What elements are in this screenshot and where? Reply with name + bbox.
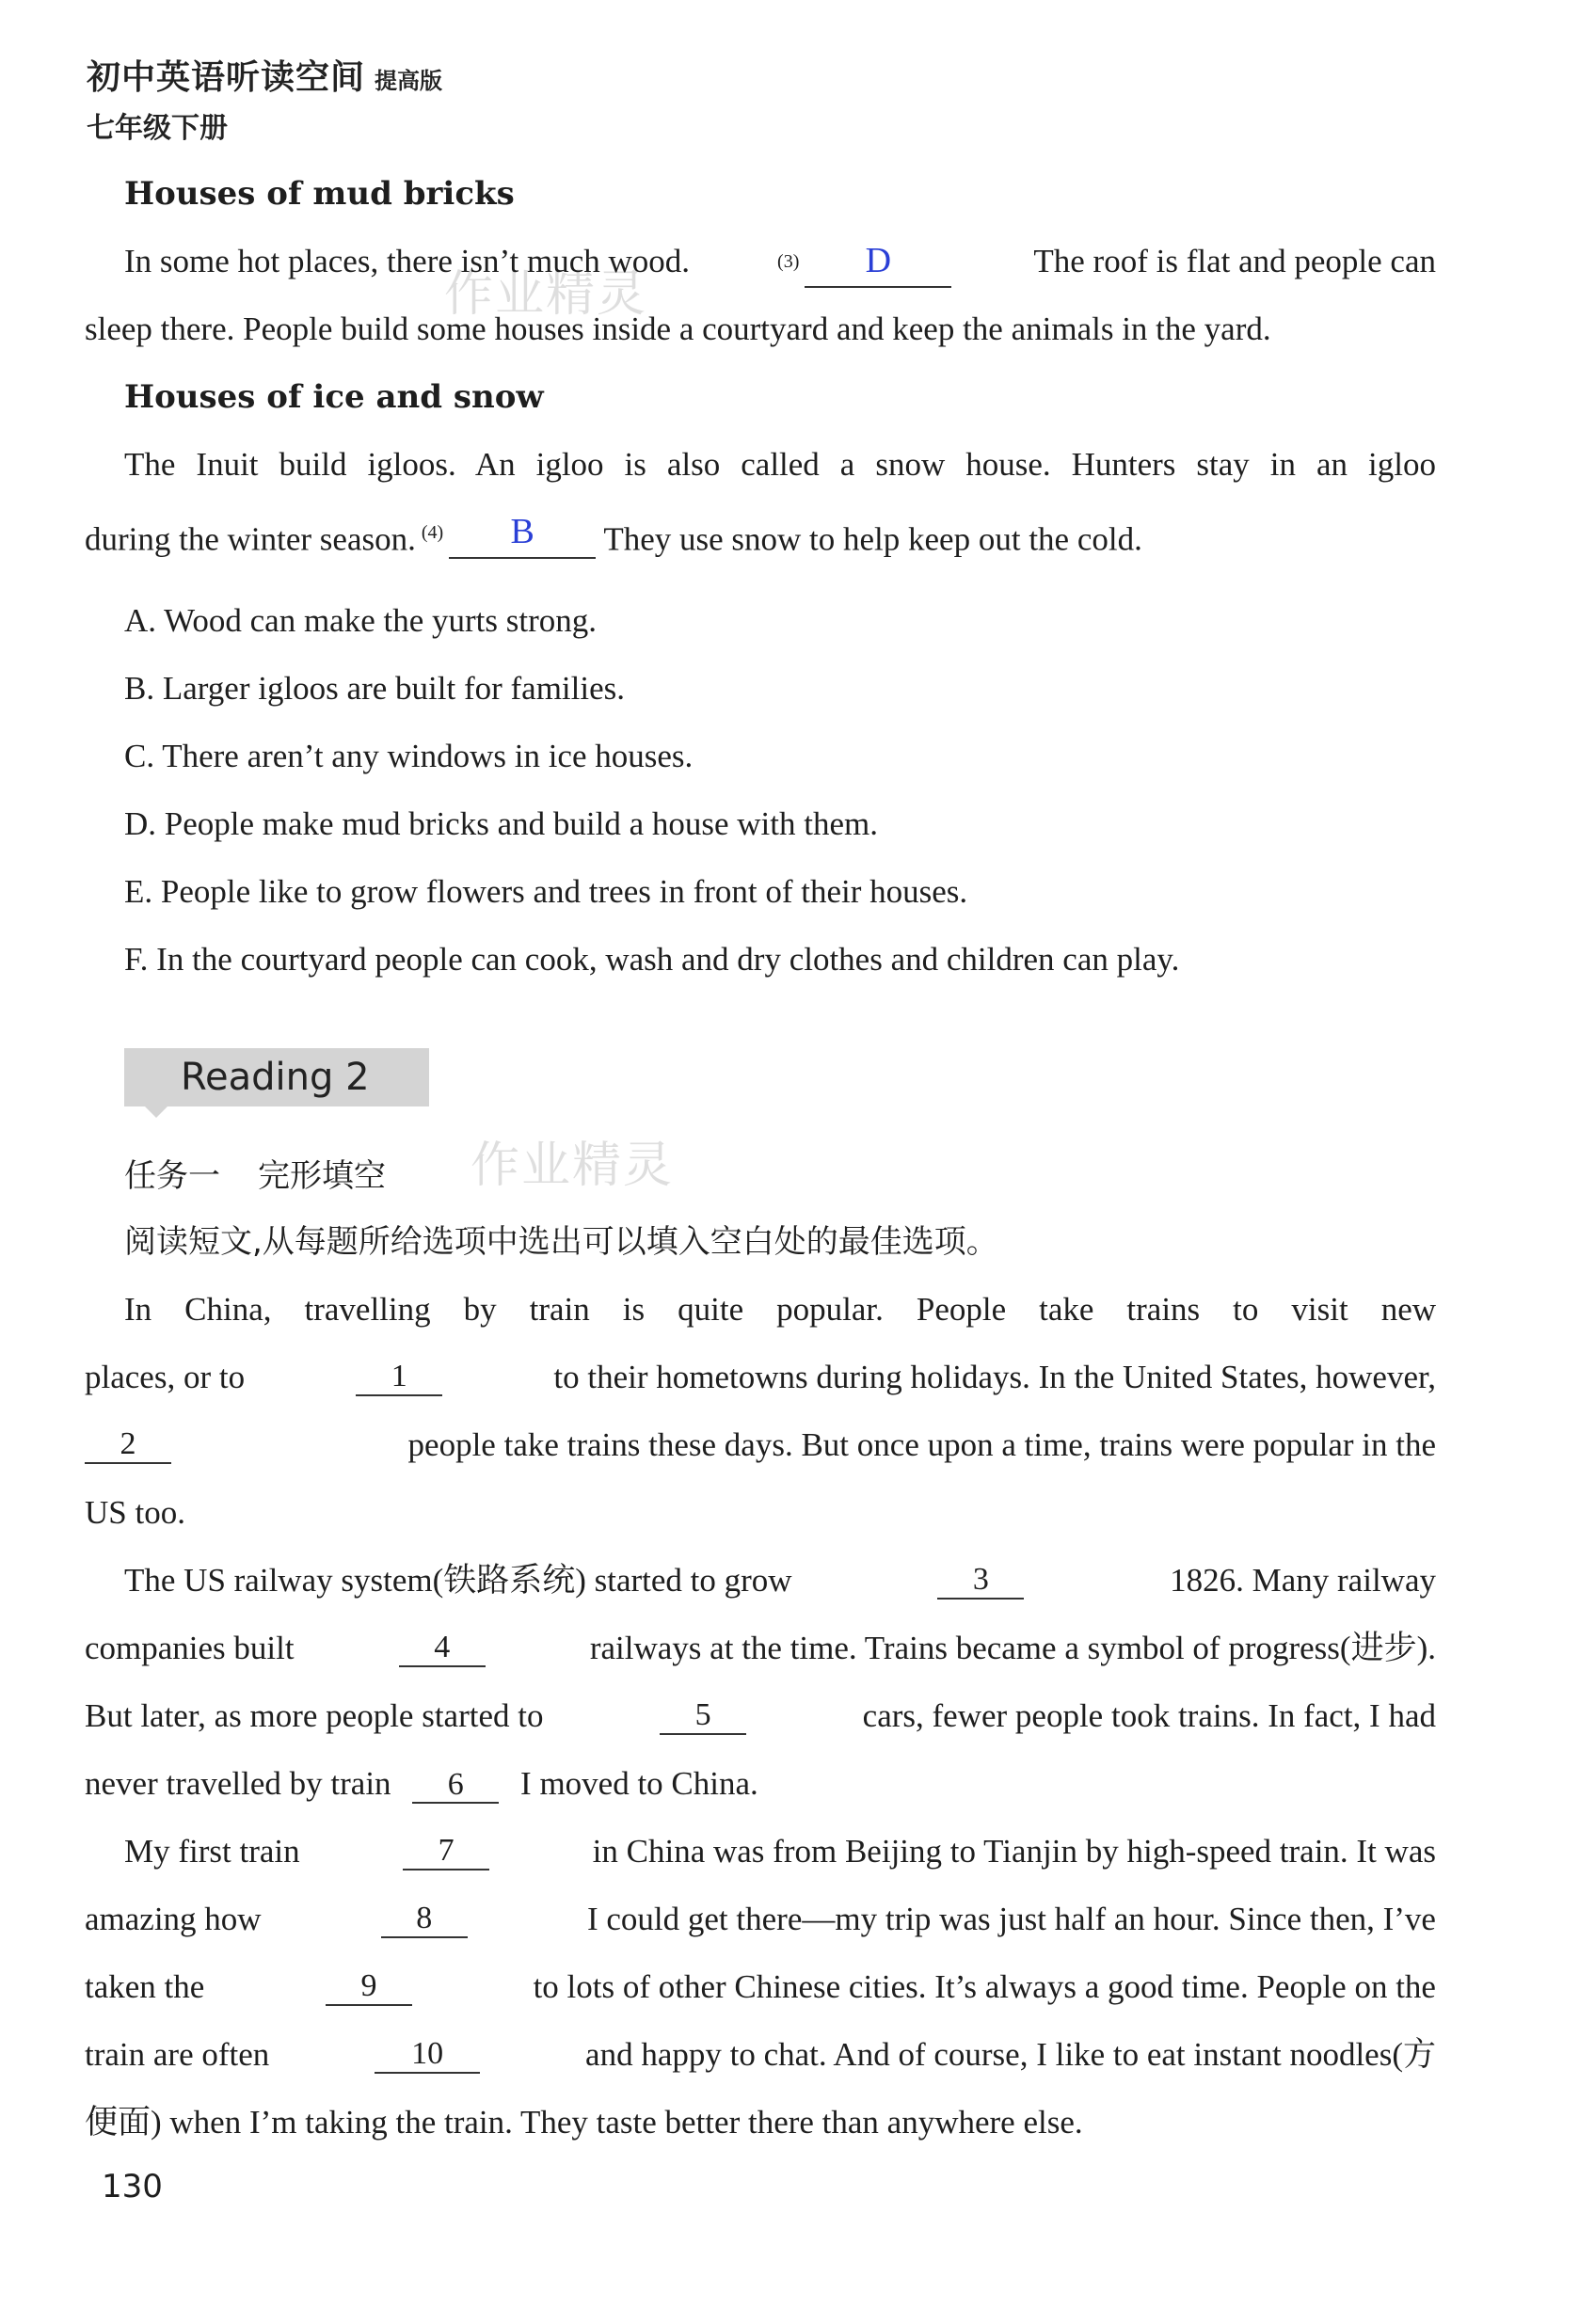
- cloze-blank: 9: [326, 1968, 412, 2006]
- text-line: companies built 4 railways at the time. Trains became a symbol of progress(进步).: [85, 1630, 1436, 1666]
- tab-tail: [143, 1105, 169, 1118]
- cloze-blank: 6: [412, 1767, 499, 1804]
- answer-blank: [449, 511, 596, 559]
- cloze-blank: 3: [937, 1562, 1024, 1600]
- text-line: My first train 7 in China was from Beijing to Tianjin by high-speed train. It was: [124, 1833, 1436, 1870]
- text-line: But later, as more people started to 5 cars, fewer people took trains. In fact, I had: [85, 1697, 1436, 1734]
- task-title: 任务一 完形填空: [124, 1157, 386, 1195]
- watermark: 作业精灵: [444, 266, 648, 323]
- cloze-blank: 1: [356, 1359, 442, 1396]
- text-line: US too.: [85, 1494, 185, 1531]
- option-item: F. In the courtyard people can cook, wash and dry clothes and children can play.: [124, 941, 1180, 978]
- book-grade: 七年级下册: [87, 112, 228, 145]
- text-line: during the winter season. $^{(4)}$ B They use snow to help keep out the cold.: [85, 511, 1142, 558]
- cloze-blank: 4: [399, 1630, 486, 1667]
- text-line: places, or to 1 to their hometowns during holidays. In the United States, however,: [85, 1359, 1436, 1395]
- cloze-blank: 10: [375, 2036, 480, 2074]
- answer-blank: [805, 240, 951, 288]
- option-item: C. There aren’t any windows in ice houses.: [124, 738, 694, 774]
- text-line: In China, travelling by train is quite popular. People take trains to visit new: [124, 1291, 1436, 1328]
- text-line: sleep there. People build some houses inside a courtyard and keep the animals in the yard.: [85, 310, 1271, 347]
- question-marker: (4): [421, 522, 444, 543]
- text-line: In some hot places, there isn’t much wood. $^{(3)}$ D The roof is flat and people can: [124, 243, 1436, 288]
- option-item: D. People make mud bricks and build a house with them.: [124, 805, 878, 842]
- text-line: The Inuit build igloos. An igloo is also called a snow house. Hunters stay in an igloo: [124, 446, 1436, 483]
- cloze-blank: 8: [381, 1901, 468, 1938]
- text-line: train are often 10 and happy to chat. And of course, I like to eat instant noodles(方: [85, 2036, 1436, 2073]
- text-line: never travelled by train 6 I moved to China.: [85, 1765, 758, 1802]
- option-item: B. Larger igloos are built for families.: [124, 670, 625, 707]
- cloze-blank: 5: [660, 1697, 746, 1735]
- instruction: 阅读短文,从每题所给选项中选出可以填入空白处的最佳选项。: [124, 1223, 998, 1261]
- text-line: 2 people take trains these days. But once upon a time, trains were popular in the: [85, 1426, 1436, 1464]
- page-number: 130: [102, 2168, 163, 2205]
- section-heading-mud: Houses of mud bricks: [124, 175, 515, 213]
- text-line: taken the 9 to lots of other Chinese cities. It’s always a good time. People on the: [85, 1968, 1436, 2005]
- section-heading-ice: Houses of ice and snow: [124, 378, 544, 416]
- question-marker: (3): [777, 251, 800, 272]
- cloze-blank: 7: [403, 1833, 489, 1870]
- cloze-blank: 2: [85, 1426, 171, 1464]
- book-title: 初中英语听读空间: [87, 58, 366, 97]
- text-line: 便面) when I’m taking the train. They taste better there than anywhere else.: [85, 2104, 1083, 2141]
- watermark: 作业精灵: [471, 1138, 675, 1194]
- option-item: E. People like to grow flowers and trees in front of their houses.: [124, 873, 968, 910]
- book-header: [87, 51, 442, 146]
- section-tab-reading-2: Reading 2: [124, 1048, 429, 1106]
- option-item: A. Wood can make the yurts strong.: [124, 602, 597, 639]
- filled-answer: B: [510, 511, 534, 551]
- text-line: The US railway system(铁路系统) started to grow 3 1826. Many railway: [124, 1562, 1436, 1599]
- text-line: amazing how 8 I could get there—my trip was just half an hour. Since then, I’ve: [85, 1901, 1436, 1937]
- book-edition: 提高版: [375, 68, 443, 94]
- filled-answer: D: [865, 240, 892, 280]
